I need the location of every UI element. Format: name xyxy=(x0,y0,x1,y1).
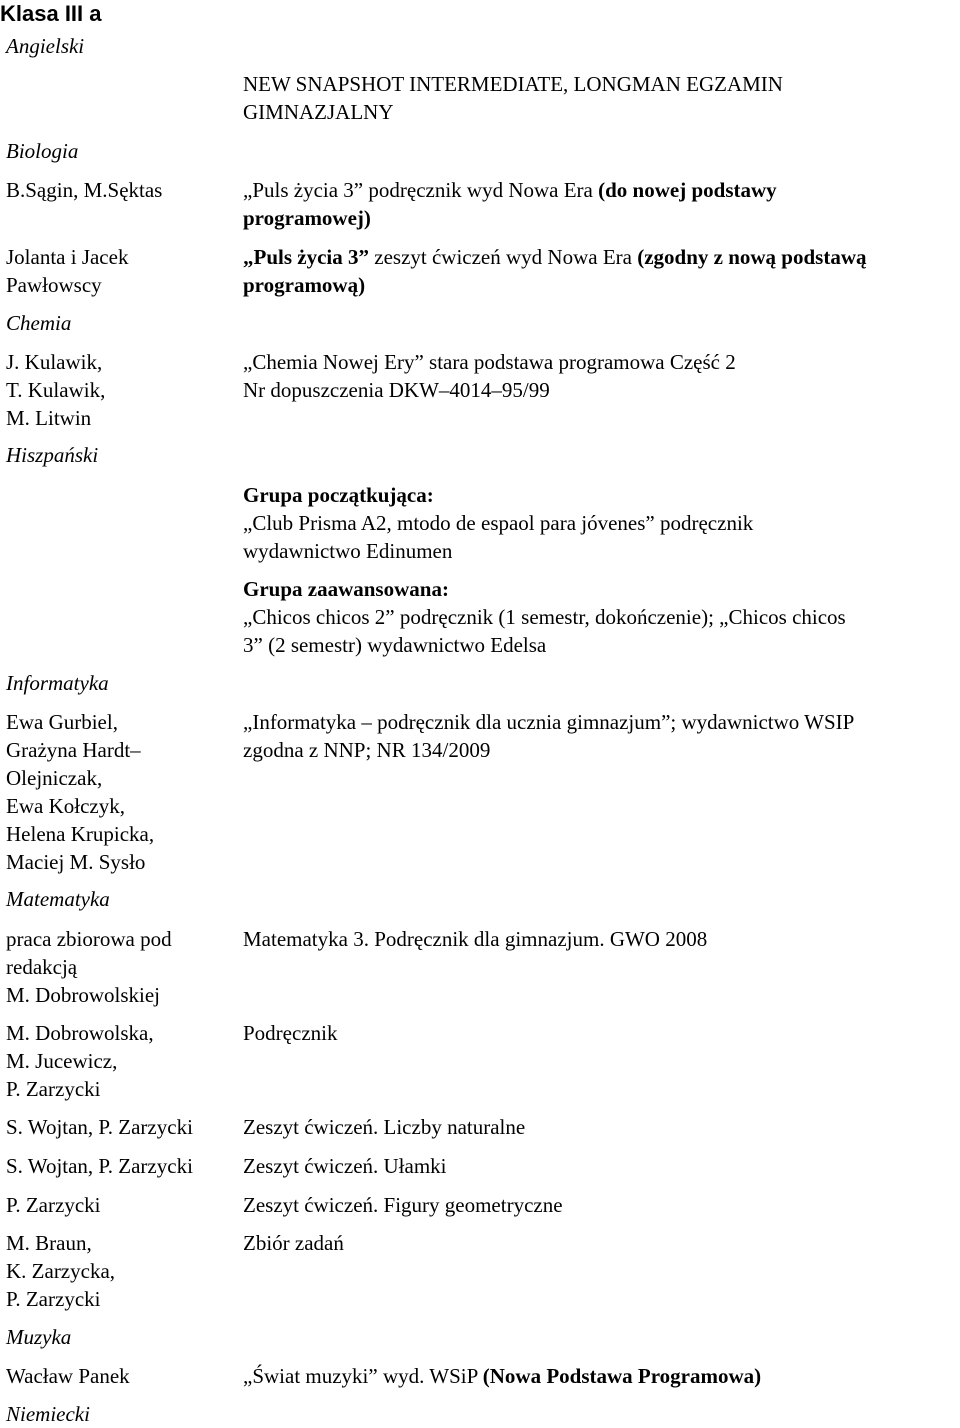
angielski-book-line1: NEW SNAPSHOT INTERMEDIATE, LONGMAN EGZAMIN xyxy=(243,72,783,96)
subject-biologia: Biologia xyxy=(6,139,79,163)
informatyka-author: Grażyna Hardt– xyxy=(6,738,141,762)
subject-niemiecki: Niemiecki xyxy=(6,1402,90,1426)
matematyka-title: Zbiór zadań xyxy=(243,1231,344,1255)
informatyka-author: Helena Krupicka, xyxy=(6,822,155,846)
matematyka-author: M. Braun, xyxy=(6,1231,92,1255)
biologia-author2-line1: Jolanta i Jacek xyxy=(6,245,129,269)
matematyka-author: praca zbiorowa pod xyxy=(6,927,172,951)
biologia-book1-line2: programowej) xyxy=(243,206,371,230)
biologia-book2-line1: „Puls życia 3” zeszyt ćwiczeń wyd Nowa Era (zgodny z nową podstawą xyxy=(243,245,867,269)
informatyka-author: Ewa Kołczyk, xyxy=(6,794,125,818)
matematyka-title: Matematyka 3. Podręcznik dla gimnazjum. GWO 2008 xyxy=(243,927,708,951)
informatyka-author: Ewa Gurbiel, xyxy=(6,710,118,734)
hiszpanski-group1-line1: „Club Prisma A2, mtodo de espaol para jóvenes” podręcznik xyxy=(243,511,754,535)
matematyka-author: P. Zarzycki xyxy=(6,1287,101,1311)
matematyka-author: redakcją xyxy=(6,955,78,979)
matematyka-title: Podręcznik xyxy=(243,1021,338,1045)
page-title: Klasa III a xyxy=(0,1,102,26)
chemia-author-line3: M. Litwin xyxy=(6,406,92,430)
hiszpanski-group2-label: Grupa zaawansowana: xyxy=(243,577,449,601)
subject-angielski: Angielski xyxy=(6,34,85,58)
biologia-book1-line1: „Puls życia 3” podręcznik wyd Nowa Era (do nowej podstawy xyxy=(243,178,777,202)
matematyka-author: M. Dobrowolskiej xyxy=(6,983,160,1007)
hiszpanski-group1-label: Grupa początkująca: xyxy=(243,483,434,507)
muzyka-book: „Świat muzyki” wyd. WSiP (Nowa Podstawa Programowa) xyxy=(243,1364,762,1388)
matematyka-author: S. Wojtan, P. Zarzycki xyxy=(6,1154,193,1178)
muzyka-author: Wacław Panek xyxy=(6,1364,130,1388)
matematyka-author: P. Zarzycki xyxy=(6,1193,101,1217)
biologia-book2-line2: programową) xyxy=(243,273,366,297)
subject-matematyka: Matematyka xyxy=(6,887,110,911)
matematyka-author: M. Jucewicz, xyxy=(6,1049,118,1073)
informatyka-book-line2: zgodna z NNP; NR 134/2009 xyxy=(243,738,491,762)
informatyka-author: Olejniczak, xyxy=(6,766,103,790)
matematyka-title: Zeszyt ćwiczeń. Ułamki xyxy=(243,1154,447,1178)
hiszpanski-group2-line2: 3” (2 semestr) wydawnictwo Edelsa xyxy=(243,633,547,657)
chemia-book-line1: „Chemia Nowej Ery” stara podstawa programowa Część 2 xyxy=(243,350,736,374)
matematyka-title: Zeszyt ćwiczeń. Figury geometryczne xyxy=(243,1193,563,1217)
matematyka-author: S. Wojtan, P. Zarzycki xyxy=(6,1115,193,1139)
chemia-author-line1: J. Kulawik, xyxy=(6,350,103,374)
biologia-author2-line2: Pawłowscy xyxy=(6,273,102,297)
subject-chemia: Chemia xyxy=(6,311,72,335)
angielski-book-line2: GIMNAZJALNY xyxy=(243,100,394,124)
chemia-author-line2: T. Kulawik, xyxy=(6,378,106,402)
matematyka-author: K. Zarzycka, xyxy=(6,1259,116,1283)
matematyka-author: P. Zarzycki xyxy=(6,1077,101,1101)
hiszpanski-group1-line2: wydawnictwo Edinumen xyxy=(243,539,453,563)
informatyka-author: Maciej M. Sysło xyxy=(6,850,146,874)
informatyka-book-line1: „Informatyka – podręcznik dla ucznia gimnazjum”; wydawnictwo WSIP xyxy=(243,710,855,734)
hiszpanski-group2-line1: „Chicos chicos 2” podręcznik (1 semestr, dokończenie); „Chicos chicos xyxy=(243,605,846,629)
matematyka-author: M. Dobrowolska, xyxy=(6,1021,154,1045)
subject-muzyka: Muzyka xyxy=(6,1325,72,1349)
subject-informatyka: Informatyka xyxy=(6,671,109,695)
biologia-author1: B.Sągin, M.Sęktas xyxy=(6,178,163,202)
chemia-book-line2: Nr dopuszczenia DKW–4014–95/99 xyxy=(243,378,550,402)
matematyka-title: Zeszyt ćwiczeń. Liczby naturalne xyxy=(243,1115,526,1139)
subject-hiszpanski: Hiszpański xyxy=(6,443,99,467)
